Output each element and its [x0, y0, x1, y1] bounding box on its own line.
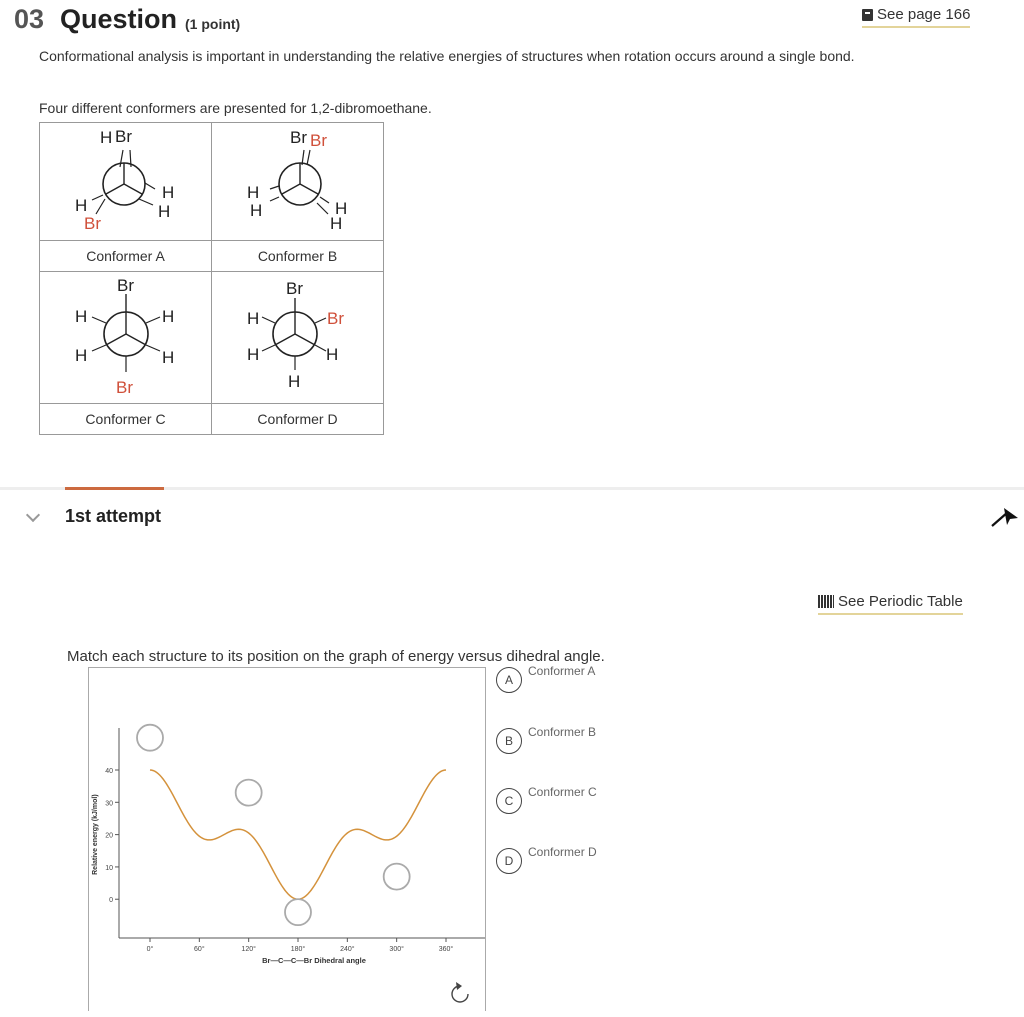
- atom-label: H: [75, 346, 88, 365]
- atom-label: Br: [117, 276, 134, 295]
- x-tick-label: 360°: [438, 946, 454, 953]
- atom-label: Br: [290, 128, 307, 147]
- x-tick-label: 120°: [241, 946, 256, 953]
- option-d[interactable]: [496, 845, 636, 874]
- y-tick-label: 40: [105, 768, 113, 775]
- attempt-accent-bar: [65, 487, 164, 490]
- atom-label: H: [247, 309, 260, 328]
- option-a-text: Conformer A: [528, 664, 596, 678]
- x-tick-label: 180°: [290, 946, 306, 953]
- drop-target-circle[interactable]: [236, 780, 262, 806]
- atom-label: Br: [116, 378, 133, 397]
- x-tick-label: 240°: [340, 946, 355, 953]
- atom-label: H: [247, 345, 260, 364]
- question-intro: Conformational analysis is important in understanding the relative energies of structures when rotation occurs around a single bond.: [39, 48, 855, 64]
- option-d-letter[interactable]: D: [496, 848, 522, 874]
- conformer-c-structure: [40, 272, 212, 404]
- atom-label: H: [158, 202, 171, 221]
- graph-dropzone-area: [88, 667, 486, 1011]
- option-c-text: Conformer C: [528, 785, 597, 799]
- conformer-a-label: Conformer A: [40, 241, 212, 272]
- atom-label: H: [330, 214, 343, 233]
- question-points: (1 point): [185, 16, 241, 32]
- atom-label: Br: [115, 127, 132, 146]
- atom-label: H: [75, 307, 88, 326]
- option-a[interactable]: [496, 664, 636, 693]
- atom-label: Br: [327, 309, 344, 328]
- energy-chart: [89, 668, 485, 1012]
- x-tick-label: 0°: [146, 946, 154, 953]
- option-b-text: Conformer B: [528, 725, 597, 739]
- conformer-d-label: Conformer D: [212, 404, 384, 435]
- cursor-arrow-icon: [990, 505, 1022, 529]
- y-tick-label: 10: [105, 864, 113, 872]
- y-tick-label: 0: [109, 897, 113, 905]
- conformer-b-label: Conformer B: [212, 241, 384, 272]
- atom-label: H: [326, 345, 339, 364]
- option-c[interactable]: [496, 785, 636, 814]
- see-page-link[interactable]: [862, 6, 970, 28]
- atom-label: H: [100, 128, 113, 147]
- atom-label: Br: [84, 214, 101, 233]
- attempt-title: 1st attempt: [65, 506, 162, 526]
- atom-label: H: [75, 196, 88, 215]
- reset-icon-arrow: [456, 982, 462, 990]
- matching-prompt: Match each structure to its position on the graph of energy versus dihedral angle.: [67, 648, 605, 665]
- option-a-letter[interactable]: A: [496, 667, 522, 693]
- option-b[interactable]: [496, 725, 636, 754]
- periodic-table-label: See Periodic Table: [838, 593, 963, 610]
- x-tick-label: 60°: [194, 946, 205, 953]
- atom-label: H: [288, 372, 301, 391]
- atom-label: H: [162, 307, 175, 326]
- book-icon: [862, 9, 873, 21]
- conformer-d-structure: [212, 272, 384, 404]
- atom-label: H: [162, 183, 175, 202]
- y-axis-title: Relative energy (kJ/mol): [92, 794, 99, 875]
- x-tick-label: 300°: [389, 946, 404, 953]
- option-d-text: Conformer D: [528, 845, 597, 859]
- atom-label: H: [335, 199, 348, 218]
- question-title: Question: [60, 4, 178, 34]
- conformer-a-structure: [40, 123, 212, 241]
- conformer-intro: Four different conformers are presented for 1,2-dibromoethane.: [39, 100, 432, 116]
- option-c-letter[interactable]: C: [496, 788, 522, 814]
- reset-icon[interactable]: [452, 986, 468, 1002]
- drop-target-circle[interactable]: [285, 899, 311, 925]
- question-number: 03: [14, 4, 45, 34]
- y-tick-label: 30: [105, 800, 113, 808]
- y-tick-label: 20: [105, 832, 113, 840]
- conformer-c-label: Conformer C: [40, 404, 212, 435]
- atom-label: H: [247, 183, 260, 202]
- drop-target-circle[interactable]: [137, 725, 163, 751]
- chevron-down-icon[interactable]: [26, 508, 40, 522]
- periodic-table-icon: [818, 595, 834, 608]
- x-axis-title: Br—C—C—Br Dihedral angle: [262, 956, 366, 965]
- conformer-b-structure: [212, 123, 384, 241]
- conformer-table: [39, 122, 384, 435]
- see-page-label: See page 166: [877, 6, 971, 23]
- atom-label: H: [162, 348, 175, 367]
- drop-target-circle[interactable]: [384, 864, 410, 890]
- atom-label: H: [250, 201, 263, 220]
- periodic-table-link[interactable]: [818, 593, 963, 615]
- atom-label: Br: [310, 131, 327, 150]
- option-b-letter[interactable]: B: [496, 728, 522, 754]
- atom-label: Br: [286, 279, 303, 298]
